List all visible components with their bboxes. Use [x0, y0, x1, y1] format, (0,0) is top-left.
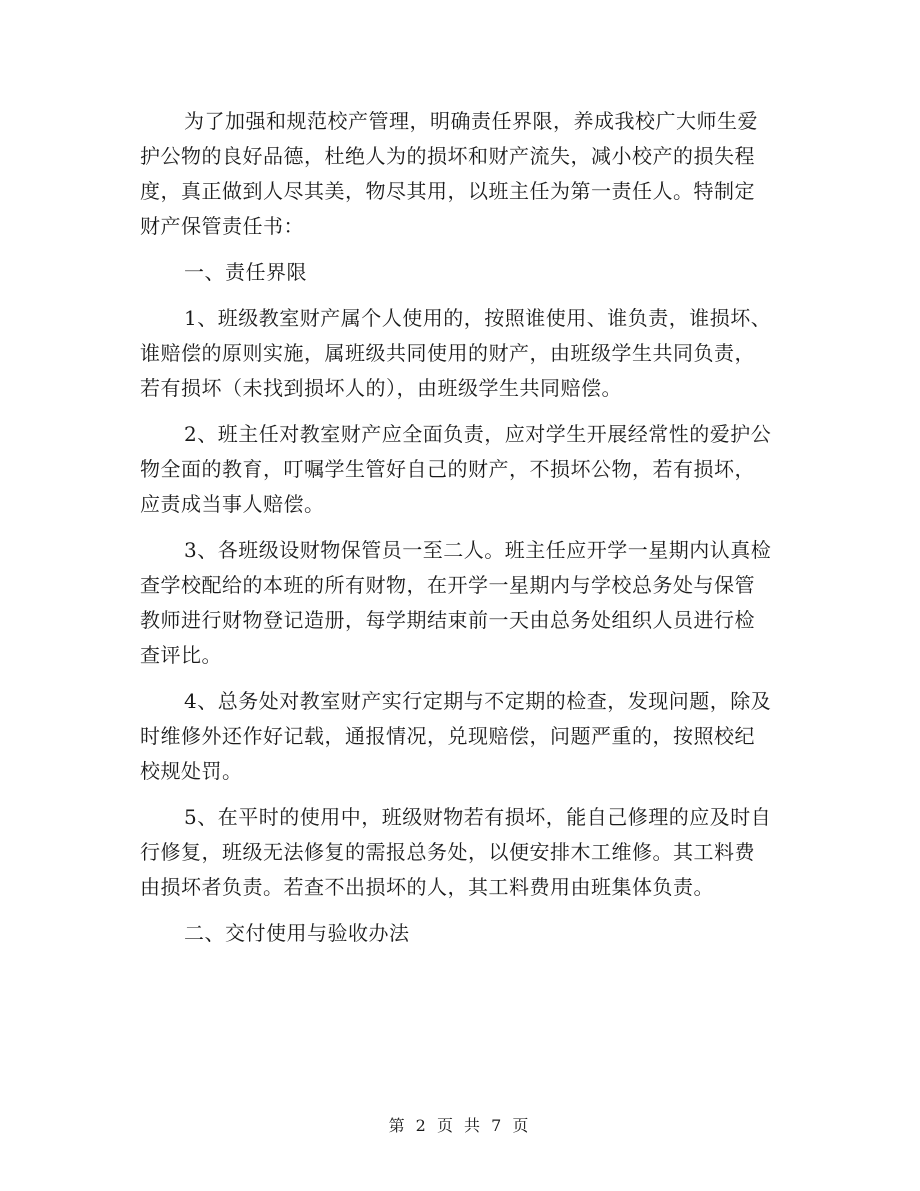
text-line: 物全面的教育，叮嘱学生管好自己的财产，不损坏公物，若有损坏， — [140, 457, 755, 481]
text-line: 行修复，班级无法修复的需报总务处，以便安排木工维修。其工料费 — [140, 840, 755, 864]
text-line: 教师进行财物登记造册，每学期结束前一天由总务处组织人员进行检 — [140, 608, 755, 632]
text-line: 3、各班级设财物保管员一至二人。班主任应开学一星期内认真检 — [184, 538, 772, 562]
text-line: 为了加强和规范校产管理，明确责任界限，养成我校广大师生爱 — [184, 109, 758, 133]
text-line: 若有损坏（未找到损坏人的），由班级学生共同赔偿。 — [140, 376, 622, 400]
paragraph-item-1 — [140, 301, 780, 406]
paragraph-item-3 — [140, 533, 780, 673]
text-line: 4、总务处对教室财产实行定期与不定期的检查，发现问题，除及 — [184, 689, 772, 713]
text-line: 二、交付使用与验收办法 — [184, 921, 410, 945]
text-line: 查评比。 — [140, 643, 222, 667]
text-line: 5、在平时的使用中，班级财物若有损坏，能自己修理的应及时自 — [184, 805, 772, 829]
paragraph-intro — [140, 104, 780, 244]
section-heading-responsibility — [140, 255, 780, 290]
text-line: 查学校配给的本班的所有财物，在开学一星期内与学校总务处与保管 — [140, 573, 755, 597]
paragraph-item-2 — [140, 417, 780, 522]
page-number-footer: 第 2 页 共 7 页 — [388, 1116, 532, 1135]
paragraph-item-5 — [140, 800, 780, 905]
text-line: 时维修外还作好记载，通报情况，兑现赔偿，问题严重的，按照校纪 — [140, 724, 755, 748]
text-line: 谁赔偿的原则实施，属班级共同使用的财产，由班级学生共同负责， — [140, 341, 755, 365]
text-line: 2、班主任对教室财产应全面负责，应对学生开展经常性的爱护公 — [184, 422, 772, 446]
text-line: 由损坏者负责。若查不出损坏的人，其工料费用由班集体负责。 — [140, 875, 714, 899]
document-body — [140, 104, 780, 962]
text-line: 财产保管责任书： — [140, 214, 304, 238]
section-heading-delivery — [140, 916, 780, 951]
text-line: 一、责任界限 — [184, 260, 307, 284]
text-line: 1、班级教室财产属个人使用的，按照谁使用、谁负责，谁损坏、 — [184, 306, 772, 330]
text-line: 护公物的良好品德，杜绝人为的损坏和财产流失，减小校产的损失程 — [140, 144, 755, 168]
paragraph-item-4 — [140, 684, 780, 789]
text-line: 应责成当事人赔偿。 — [140, 492, 325, 516]
text-line: 校规处罚。 — [140, 759, 243, 783]
text-line: 度，真正做到人尽其美，物尽其用，以班主任为第一责任人。特制定 — [140, 179, 755, 203]
